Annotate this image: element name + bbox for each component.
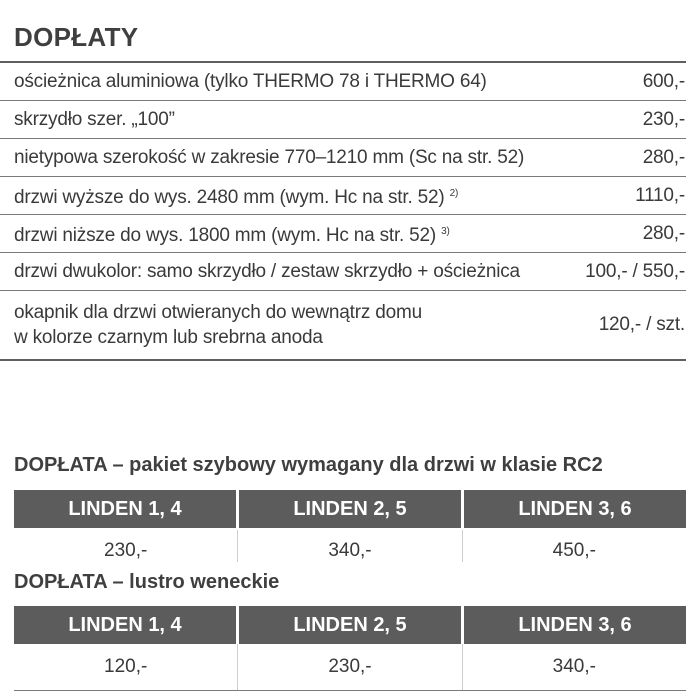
rc2-section-title: DOPŁATA – pakiet szybowy wymagany dla drzwi w klasie RC2 <box>14 454 603 476</box>
table-row <box>14 644 686 691</box>
table-row <box>0 101 686 139</box>
row-label <box>0 300 422 350</box>
table-row <box>0 291 686 361</box>
table-row <box>14 528 686 562</box>
mirror-table <box>14 606 686 691</box>
price-cell: 230,- <box>14 530 238 562</box>
row-value: 280,- <box>642 222 685 244</box>
page-title: DOPŁATY <box>14 22 139 52</box>
column-header: LINDEN 1, 4 <box>14 606 239 644</box>
row-label-text: drzwi wyższe do wys. 2480 mm (wym. Hc na str. 52) <box>14 187 445 208</box>
column-header: LINDEN 2, 5 <box>239 606 464 644</box>
mirror-section-title: DOPŁATA – lustro weneckie <box>14 571 280 593</box>
column-header: LINDEN 1, 4 <box>14 490 239 528</box>
row-value: 100,- / 550,- <box>585 260 685 282</box>
table-row <box>0 253 686 291</box>
table-row <box>0 177 686 215</box>
row-label <box>0 181 458 210</box>
row-value: 230,- <box>642 108 685 130</box>
column-header: LINDEN 2, 5 <box>239 490 464 528</box>
row-label: nietypowa szerokość w zakresie 770–1210 mm (Sc na str. 52) <box>14 147 525 168</box>
footnote-ref: 2) <box>449 188 459 199</box>
price-cell: 120,- <box>14 644 238 690</box>
surcharge-table <box>0 61 686 361</box>
row-value: 1110,- <box>635 184 685 206</box>
row-value: 600,- <box>642 70 685 92</box>
row-value: 120,- / szt. <box>598 314 685 335</box>
row-value: 280,- <box>642 146 685 168</box>
row-label: drzwi dwukolor: samo skrzydło / zestaw skrzydło + ościeżnica <box>14 261 520 282</box>
column-header: LINDEN 3, 6 <box>464 606 686 644</box>
price-cell: 230,- <box>238 644 462 690</box>
row-label-line: okapnik dla drzwi otwieranych do wewnątrz domu <box>14 302 422 323</box>
table-row <box>0 139 686 177</box>
row-label-text: drzwi niższe do wys. 1800 mm (wym. Hc na str. 52) <box>14 225 437 246</box>
row-label-line: w kolorze czarnym lub srebrna anoda <box>14 327 323 348</box>
footnote-ref: 3) <box>441 226 450 237</box>
price-cell: 340,- <box>238 530 462 562</box>
price-cell: 450,- <box>552 540 596 561</box>
table-header-row <box>14 606 686 644</box>
table-row <box>0 215 686 253</box>
column-header: LINDEN 3, 6 <box>464 490 686 528</box>
table-row <box>0 63 686 101</box>
row-label: skrzydło szer. „100” <box>14 109 175 130</box>
row-label: ościeżnica aluminiowa (tylko THERMO 78 i THERMO 64) <box>14 71 487 92</box>
price-cell: 340,- <box>552 656 596 677</box>
rc2-table <box>14 490 686 562</box>
row-label <box>0 219 450 248</box>
table-header-row <box>14 490 686 528</box>
